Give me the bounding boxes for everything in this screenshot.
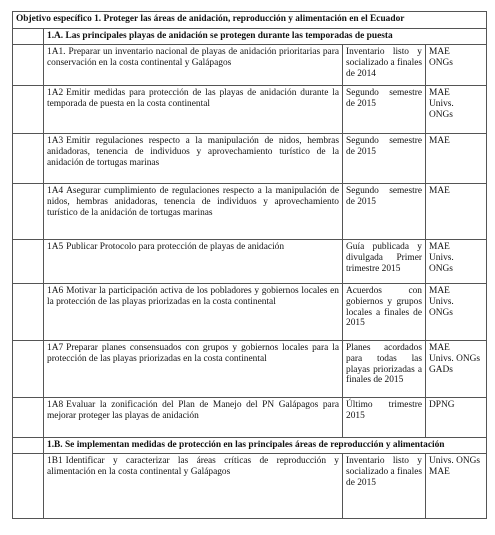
row-gutter (13, 284, 44, 341)
table-row (13, 184, 487, 240)
responsible-entity: ONGs (429, 308, 453, 318)
row-gutter (13, 240, 44, 284)
action-code: 1A4 (47, 186, 64, 196)
table-body (13, 12, 487, 519)
row-gutter (13, 134, 44, 184)
table-row (13, 45, 487, 86)
responsible-entity: MAE (429, 88, 450, 98)
responsible-entity: ONGs (429, 58, 453, 68)
action-text: Asegurar cumplimiento de regulaciones respecto a la manipulación de nidos, hembras anidadoras, tenencia de individuos y aprovechamiento turístico de la anidación de tortugas marinas (47, 186, 339, 218)
responsible-entity: MAE (429, 286, 450, 296)
responsible-entity: MAE (429, 467, 450, 477)
action-cell (44, 184, 343, 240)
section-heading: 1.B. Se implementan medidas de protección en las principales áreas de reproducción y alimentación (44, 438, 487, 454)
responsible-entity: Univs. (429, 99, 454, 109)
action-cell (44, 341, 343, 398)
table-row (13, 134, 487, 184)
action-code: 1A2 (47, 88, 64, 98)
table-row (13, 240, 487, 284)
section-row (13, 438, 487, 454)
table-row (13, 341, 487, 398)
responsible-cell (426, 86, 487, 134)
responsible-entity: Univs. ONGs (429, 456, 481, 466)
table-row (13, 398, 487, 438)
responsible-cell (426, 284, 487, 341)
action-code: 1B1 (47, 456, 63, 466)
row-gutter (13, 86, 44, 134)
indicator-cell: Guía publicada y divulgada Primer trimestre 2015 (343, 240, 426, 284)
action-plan-table (12, 11, 487, 519)
action-text: Preparar un inventario nacional de playas de anidación prioritarias para conservación en la costa continental y Galápagos (47, 47, 339, 68)
responsible-entity: MAE (429, 186, 450, 196)
action-code: 1A7 (47, 343, 64, 353)
responsible-entity: ONGs (429, 264, 453, 274)
action-cell (44, 454, 343, 519)
action-text: Emitir medidas para protección de las playas de anidación durante la temporada de puesta en la costa continental (47, 88, 339, 109)
action-cell (44, 240, 343, 284)
responsible-entity: ONGs (429, 110, 453, 120)
indicator-cell: Inventario listo y socializado a finales de 2014 (343, 45, 426, 86)
action-text: Motivar la participación activa de los pobladores y gobiernos locales en la protección de las playas priorizadas en la costa continental (47, 286, 339, 307)
row-gutter (13, 454, 44, 519)
action-cell (44, 45, 343, 86)
responsible-entity: Univs. (429, 253, 454, 263)
indicator-cell: Planes acordados para todas las playas priorizadas a finales de 2015 (343, 341, 426, 398)
action-code: 1A8 (47, 400, 64, 410)
responsible-entity: DPNG (429, 400, 455, 410)
action-code: 1A5 (47, 242, 64, 252)
action-cell (44, 398, 343, 438)
section-heading: 1.A. Las principales playas de anidación se protegen durante las temporadas de puesta (44, 29, 487, 45)
row-gutter (13, 45, 44, 86)
table-row (13, 454, 487, 519)
row-gutter (13, 398, 44, 438)
responsible-entity: GADs (429, 365, 453, 375)
responsible-cell (426, 454, 487, 519)
responsible-entity: MAE (429, 343, 450, 353)
responsible-entity: MAE (429, 242, 450, 252)
indicator-cell: Segundo semestre de 2015 (343, 86, 426, 134)
action-cell (44, 134, 343, 184)
section-gutter (13, 29, 44, 45)
action-text: Identificar y caracterizar las áreas críticas de reproducción y alimentación en la costa continental y Galápagos (47, 456, 339, 477)
responsible-cell (426, 134, 487, 184)
responsible-cell (426, 45, 487, 86)
responsible-entity: MAE (429, 47, 450, 57)
responsible-cell (426, 184, 487, 240)
responsible-entity: Univs. ONGs (429, 354, 481, 364)
table-row (13, 86, 487, 134)
responsible-cell (426, 398, 487, 438)
responsible-cell (426, 341, 487, 398)
responsible-cell (426, 240, 487, 284)
indicator-cell: Segundo semestre de 2015 (343, 184, 426, 240)
responsible-entity: MAE (429, 136, 450, 146)
objective-row (13, 12, 487, 29)
action-text: Emitir regulaciones respecto a la manipulación de nidos, hembras anidadoras, tenencia de individuos y aprovechamiento turístico de la anidación de tortugas marinas (47, 136, 339, 168)
action-code: 1A6 (47, 286, 64, 296)
section-row (13, 29, 487, 45)
indicator-cell: Último trimestre 2015 (343, 398, 426, 438)
indicator-cell: Acuerdos con gobiernos y grupos locales a finales de 2015 (343, 284, 426, 341)
row-gutter (13, 341, 44, 398)
action-text: Publicar Protocolo para protección de playas de anidación (66, 242, 285, 252)
responsible-entity: Univs. (429, 297, 454, 307)
action-text: Preparar planes consensuados con grupos y gobiernos locales para la protección de las playas priorizadas en la costa continental (47, 343, 339, 364)
action-cell (44, 86, 343, 134)
objective-heading: Objetivo específico 1. Proteger las áreas de anidación, reproducción y alimentación en el Ecuador (13, 12, 487, 29)
table-row (13, 284, 487, 341)
indicator-cell: Inventario listo y socializado a finales de 2015 (343, 454, 426, 519)
row-gutter (13, 184, 44, 240)
action-cell (44, 284, 343, 341)
action-code: 1A1. (47, 47, 66, 57)
indicator-cell: Segundo semestre de 2015 (343, 134, 426, 184)
section-gutter (13, 438, 44, 454)
action-code: 1A3 (47, 136, 64, 146)
action-text: Evaluar la zonificación del Plan de Manejo del PN Galápagos para mejorar proteger las playas de anidación (47, 400, 339, 421)
